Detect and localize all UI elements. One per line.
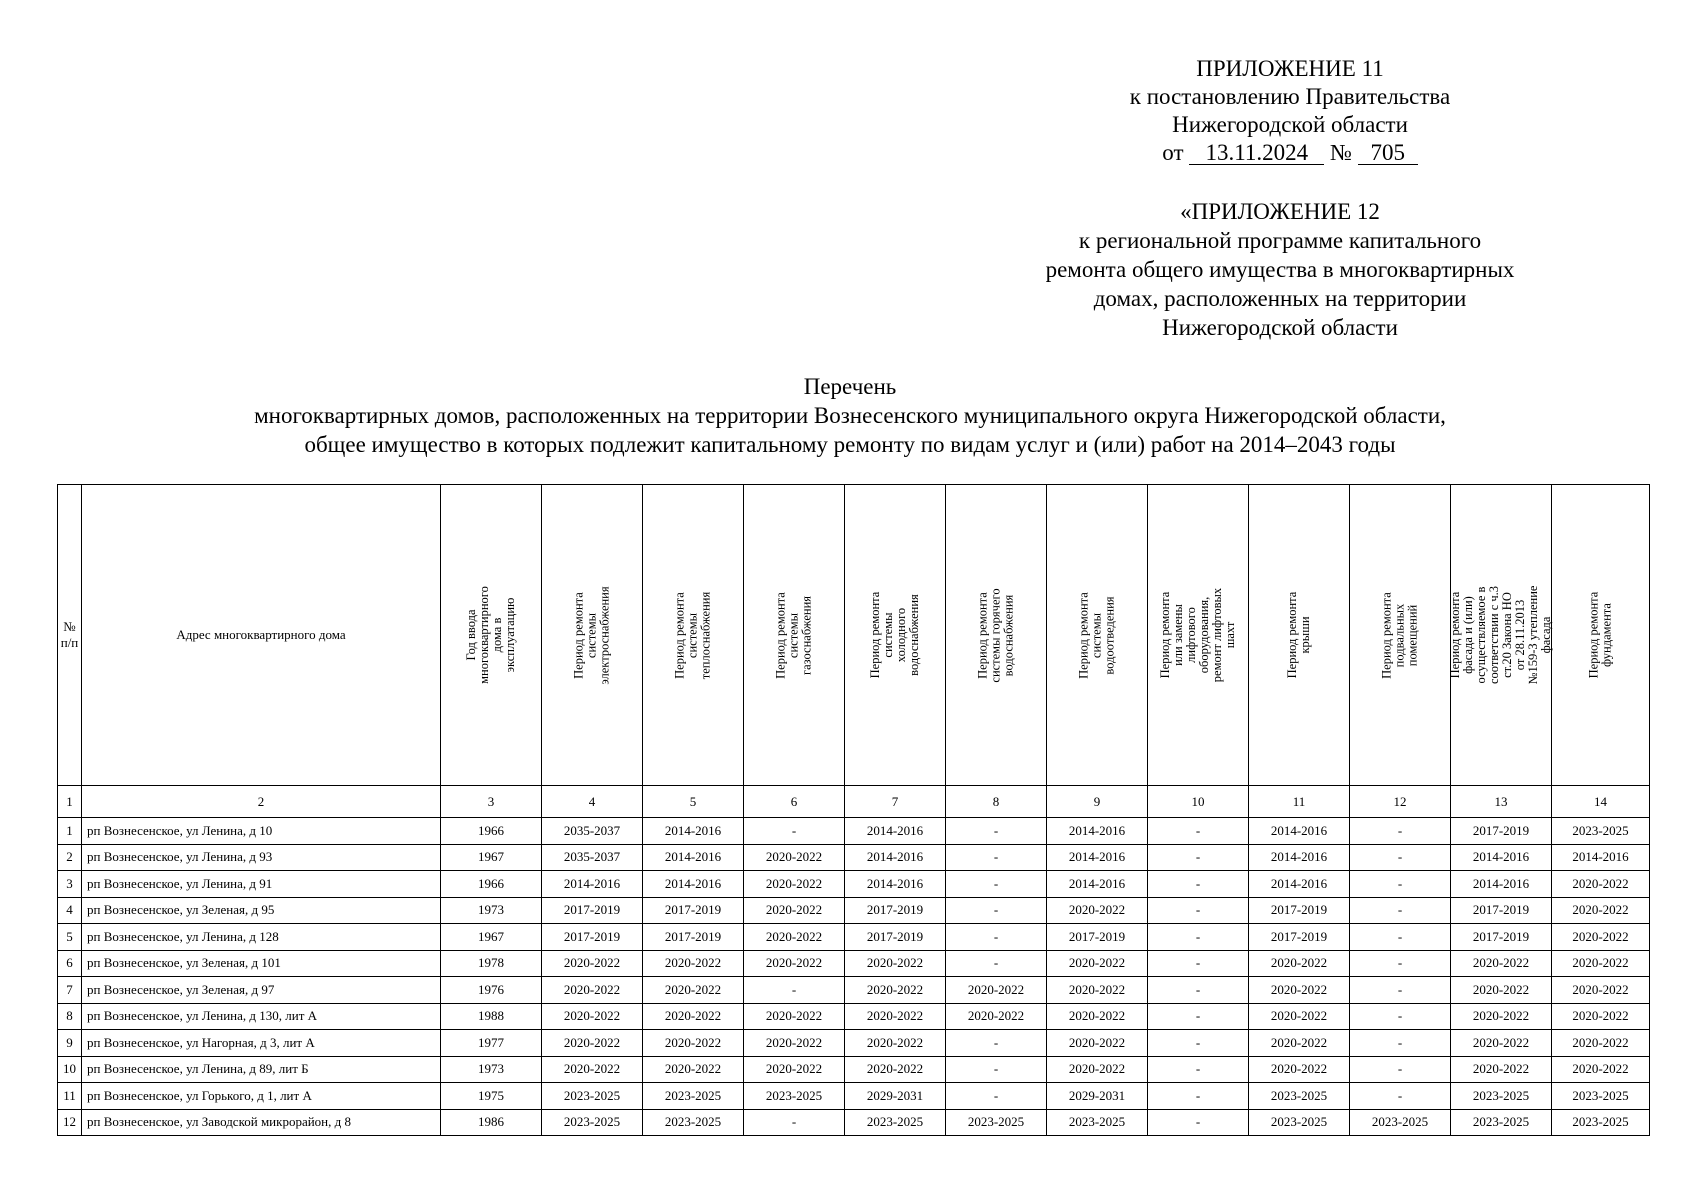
table-cell: - [1350,977,1451,1004]
table-cell: 2020-2022 [1552,897,1650,924]
index-cell: 7 [845,786,946,818]
resolution-date: 13.11.2024 [1189,142,1324,165]
address-cell: рп Вознесенское, ул Зеленая, д 97 [82,977,441,1004]
table-cell: 2023-2025 [1552,1109,1650,1136]
table-cell: - [1148,897,1249,924]
table-cell: 2014-2016 [643,818,744,845]
table-cell: 2014-2016 [1249,871,1350,898]
appendix-line-1: к постановлению Правительства [1129,84,1451,109]
table-row [58,1056,1650,1083]
table-cell: 2020-2022 [542,1030,643,1057]
number-label: № [1330,140,1352,165]
repair-schedule-table [57,484,1650,1136]
address-cell: рп Вознесенское, ул Ленина, д 89, лит Б [82,1056,441,1083]
table-cell: 1975 [441,1083,542,1110]
table-row [58,950,1650,977]
table-cell: 2020-2022 [744,924,845,951]
table-cell: 1967 [441,844,542,871]
table-cell: - [1350,1003,1451,1030]
table-cell: 2020-2022 [643,1056,744,1083]
table-cell: 2023-2025 [643,1083,744,1110]
table-cell: 2020-2022 [542,1003,643,1030]
address-cell: рп Вознесенское, ул Ленина, д 91 [82,871,441,898]
appendix-header [1020,55,1560,167]
index-cell: 3 [441,786,542,818]
table-cell: 2023-2025 [542,1109,643,1136]
table-cell: 2014-2016 [1249,818,1350,845]
table-cell: 2020-2022 [1451,950,1552,977]
header-label: Период ремонта системы водоотведения [1076,591,1117,679]
table-cell: 2023-2025 [1350,1109,1451,1136]
header-cell-roof [1249,485,1350,786]
table-cell: 2020-2022 [1552,1056,1650,1083]
table-cell: - [1350,1056,1451,1083]
table-cell: 2020-2022 [1047,897,1148,924]
table-cell: 2020-2022 [1451,977,1552,1004]
title-line-1: Перечень [803,374,897,399]
appendix-date-line [1020,139,1560,167]
address-cell: рп Вознесенское, ул Горького, д 1, лит А [82,1083,441,1110]
index-cell: 9 [1047,786,1148,818]
table-row [58,844,1650,871]
row-number-cell: 2 [58,844,82,871]
table-cell: 2020-2022 [1451,1030,1552,1057]
table-cell: - [1148,924,1249,951]
header-label: Период ремонта системы горячего водоснабжения [975,587,1016,683]
table-cell: - [1350,1030,1451,1057]
header-row [58,485,1650,786]
table-cell: - [1148,1030,1249,1057]
table-cell: - [1148,1109,1249,1136]
header-cell-basement [1350,485,1451,786]
index-cell: 11 [1249,786,1350,818]
table-cell: 2035-2037 [542,818,643,845]
table-cell: - [946,924,1047,951]
table-cell: 2020-2022 [643,1030,744,1057]
header-label: Период ремонта системы холодного водоснабжения [868,591,921,679]
table-cell: - [1350,1083,1451,1110]
table-cell: 2020-2022 [542,977,643,1004]
table-cell: - [1350,844,1451,871]
table-cell: 1967 [441,924,542,951]
title-line-3: общее имущество в которых подлежит капитальному ремонту по видам услуг и (или) работ на 2014–2043 годы [304,432,1396,457]
table-cell: 2020-2022 [1047,1056,1148,1083]
index-cell: 13 [1451,786,1552,818]
table-cell: - [1350,950,1451,977]
table-cell: - [1148,871,1249,898]
index-cell: 2 [82,786,441,818]
table-cell: 2020-2022 [1047,977,1148,1004]
header-cell-year [441,485,542,786]
table-row [58,897,1650,924]
table-cell: 2020-2022 [1552,924,1650,951]
address-cell: рп Вознесенское, ул Ленина, д 93 [82,844,441,871]
table-cell: 2020-2022 [744,1003,845,1030]
table-cell: 2014-2016 [1451,844,1552,871]
index-cell: 14 [1552,786,1650,818]
header-cell-number: № п/п [58,485,82,786]
table-cell: 2023-2025 [1552,1083,1650,1110]
table-cell: 1988 [441,1003,542,1030]
table-cell: 2020-2022 [1451,1003,1552,1030]
table-cell: - [1350,818,1451,845]
table-cell: 1966 [441,871,542,898]
table-cell: - [1148,977,1249,1004]
title-line-2: многоквартирных домов, расположенных на территории Вознесенского муниципального округа Нижегородской области, [254,403,1446,428]
row-number-cell: 6 [58,950,82,977]
header-cell-cold-water [845,485,946,786]
table-cell: 2023-2025 [1451,1083,1552,1110]
address-cell: рп Вознесенское, ул Зеленая, д 101 [82,950,441,977]
header-label: Период ремонта фундамента [1586,591,1614,679]
table-cell: 1966 [441,818,542,845]
header-label: Период ремонта системы газоснабжения [773,591,814,679]
table-cell: 2014-2016 [643,871,744,898]
table-cell: 2020-2022 [1249,1003,1350,1030]
table-cell: - [744,977,845,1004]
row-number-cell: 8 [58,1003,82,1030]
header-cell-drainage [1047,485,1148,786]
table-cell: - [1148,844,1249,871]
table-cell: 2014-2016 [1047,818,1148,845]
table-cell: 2014-2016 [542,871,643,898]
resolution-number: 705 [1358,142,1418,165]
table-cell: 2023-2025 [946,1109,1047,1136]
table-cell: 2020-2022 [1249,950,1350,977]
table-cell: - [946,871,1047,898]
program-appendix-line-4: Нижегородской области [1162,315,1398,340]
address-cell: рп Вознесенское, ул Ленина, д 128 [82,924,441,951]
table-cell: 2014-2016 [643,844,744,871]
table-cell: 2017-2019 [1451,924,1552,951]
table-cell: 2020-2022 [542,950,643,977]
table-cell: 2020-2022 [946,1003,1047,1030]
row-number-cell: 10 [58,1056,82,1083]
index-cell: 6 [744,786,845,818]
table-cell: 2029-2031 [845,1083,946,1110]
table-cell: 1977 [441,1030,542,1057]
header-label: Период ремонта системы теплоснабжения [672,591,713,679]
table-cell: - [1350,924,1451,951]
table-cell: 1978 [441,950,542,977]
column-index-row [58,786,1650,818]
table-cell: - [946,1083,1047,1110]
table-cell: 2020-2022 [946,977,1047,1004]
table-row [58,1109,1650,1136]
table-cell: - [1148,950,1249,977]
table-cell: 2020-2022 [744,950,845,977]
table-cell: 2035-2037 [542,844,643,871]
table-cell: 2020-2022 [542,1056,643,1083]
table-row [58,977,1650,1004]
appendix-line-2: Нижегородской области [1172,112,1408,137]
row-number-cell: 5 [58,924,82,951]
header-label: Год ввода многоквартирного дома в эксплуатацию [464,586,517,684]
row-number-cell: 1 [58,818,82,845]
table-cell: 2023-2025 [1249,1109,1350,1136]
header-label: Период ремонта фасада и (или) осуществляемое в соответствии с ч.3 ст.20 Закона НО от 28.11.2013 №159-З утепление фасада [1448,585,1553,685]
table-cell: 2017-2019 [1047,924,1148,951]
table-cell: - [946,1056,1047,1083]
index-cell: 8 [946,786,1047,818]
table-cell: 2017-2019 [1249,897,1350,924]
table-cell: 2020-2022 [845,977,946,1004]
table-cell: - [1148,1083,1249,1110]
header-cell-elevator [1148,485,1249,786]
table-cell: 2020-2022 [1249,1030,1350,1057]
table-cell: 2020-2022 [1047,1030,1148,1057]
table-cell: 2020-2022 [744,1030,845,1057]
table-cell: 2020-2022 [845,1056,946,1083]
table-cell: 2023-2025 [1249,1083,1350,1110]
table-cell: 2020-2022 [845,1003,946,1030]
table-cell: 2020-2022 [1552,977,1650,1004]
table-cell: 2023-2025 [744,1083,845,1110]
table-cell: - [1148,1056,1249,1083]
table-cell: 2014-2016 [845,871,946,898]
row-number-cell: 11 [58,1083,82,1110]
table-cell: - [1350,871,1451,898]
address-cell: рп Вознесенское, ул Зеленая, д 95 [82,897,441,924]
table-cell: 2020-2022 [1249,977,1350,1004]
table-cell: 2020-2022 [1552,1003,1650,1030]
row-number-cell: 4 [58,897,82,924]
table-cell: 2020-2022 [744,844,845,871]
header-cell-electricity [542,485,643,786]
index-cell: 10 [1148,786,1249,818]
table-cell: 2023-2025 [1047,1109,1148,1136]
table-cell: - [946,844,1047,871]
header-cell-foundation [1552,485,1650,786]
table-cell: 2020-2022 [744,871,845,898]
header-cell-facade [1448,485,1553,786]
table-cell: 2014-2016 [1451,871,1552,898]
table-cell: 2020-2022 [1451,1056,1552,1083]
table-cell: 2023-2025 [845,1109,946,1136]
address-cell: рп Вознесенское, ул Ленина, д 10 [82,818,441,845]
table-cell: 2017-2019 [845,924,946,951]
table-cell: 1973 [441,1056,542,1083]
table-cell: 2029-2031 [1047,1083,1148,1110]
row-number-cell: 9 [58,1030,82,1057]
table-cell: - [946,897,1047,924]
table-cell: 2017-2019 [1451,818,1552,845]
table-cell: - [946,1030,1047,1057]
table-cell: 2017-2019 [1249,924,1350,951]
table-cell: 2020-2022 [1552,1030,1650,1057]
table-cell: - [744,1109,845,1136]
table-cell: 2023-2025 [1451,1109,1552,1136]
program-appendix-line-3: домах, расположенных на территории [1093,286,1467,311]
table-cell: 2020-2022 [643,1003,744,1030]
index-cell: 5 [643,786,744,818]
table-cell: 2014-2016 [845,818,946,845]
table-cell: 2017-2019 [643,897,744,924]
header-cell-hot-water [946,485,1047,786]
header-label: Период ремонта подвальных помещений [1379,591,1420,679]
table-cell: 2014-2016 [1249,844,1350,871]
table-cell: 2020-2022 [1047,950,1148,977]
table-cell: 1986 [441,1109,542,1136]
table-cell: 2014-2016 [1047,844,1148,871]
table-cell: 2020-2022 [1249,1056,1350,1083]
appendix-title: ПРИЛОЖЕНИЕ 11 [1196,56,1384,81]
table-cell: 2014-2016 [1552,844,1650,871]
address-cell: рп Вознесенское, ул Заводской микрорайон, д 8 [82,1109,441,1136]
table-cell: 2020-2022 [1047,1003,1148,1030]
row-number-cell: 3 [58,871,82,898]
table-cell: 2017-2019 [542,924,643,951]
table-cell: 2017-2019 [542,897,643,924]
table-cell: - [744,818,845,845]
table-cell: 2014-2016 [845,844,946,871]
table-cell: - [1148,1003,1249,1030]
table-row [58,1003,1650,1030]
table-cell: 2023-2025 [542,1083,643,1110]
index-cell: 1 [58,786,82,818]
table-cell: 2023-2025 [1552,818,1650,845]
table-cell: - [946,818,1047,845]
row-number-cell: 7 [58,977,82,1004]
table-cell: 2023-2025 [643,1109,744,1136]
table-cell: 2017-2019 [643,924,744,951]
address-cell: рп Вознесенское, ул Нагорная, д 3, лит А [82,1030,441,1057]
table-row [58,871,1650,898]
table-cell: 1973 [441,897,542,924]
index-cell: 12 [1350,786,1451,818]
table-cell: 2020-2022 [744,897,845,924]
table-cell: 2020-2022 [744,1056,845,1083]
program-appendix-line-2: ремонта общего имущества в многоквартирных [1045,257,1515,282]
table-row [58,818,1650,845]
table-cell: 2017-2019 [845,897,946,924]
header-label: Период ремонта или замены лифтового оборудования, ремонт лифтовых шахт [1158,587,1237,683]
table-cell: 2020-2022 [845,1030,946,1057]
table-row [58,924,1650,951]
table-cell: 2020-2022 [643,950,744,977]
program-appendix-title: «ПРИЛОЖЕНИЕ 12 [1180,199,1380,224]
table-cell: 2020-2022 [845,950,946,977]
header-cell-gas [744,485,845,786]
header-cell-heating [643,485,744,786]
header-label: Период ремонта системы электроснабжения [571,585,612,685]
table-cell: 2017-2019 [1451,897,1552,924]
index-cell: 4 [542,786,643,818]
table-row [58,1083,1650,1110]
table-row [58,1030,1650,1057]
table-cell: 2014-2016 [1047,871,1148,898]
address-cell: рп Вознесенское, ул Ленина, д 130, лит А [82,1003,441,1030]
header-cell-address: Адрес многоквартирного дома [82,485,441,786]
program-appendix-line-1: к региональной программе капитального [1078,228,1482,253]
table-cell: 2020-2022 [643,977,744,1004]
header-label: Период ремонта крыши [1285,591,1312,679]
program-appendix-header [970,197,1590,342]
table-cell: - [1148,818,1249,845]
table-cell: - [1350,897,1451,924]
table-cell: - [946,950,1047,977]
from-label: от [1162,140,1184,165]
table-cell: 1976 [441,977,542,1004]
table-cell: 2020-2022 [1552,871,1650,898]
document-title [180,372,1520,459]
row-number-cell: 12 [58,1109,82,1136]
table-cell: 2020-2022 [1552,950,1650,977]
